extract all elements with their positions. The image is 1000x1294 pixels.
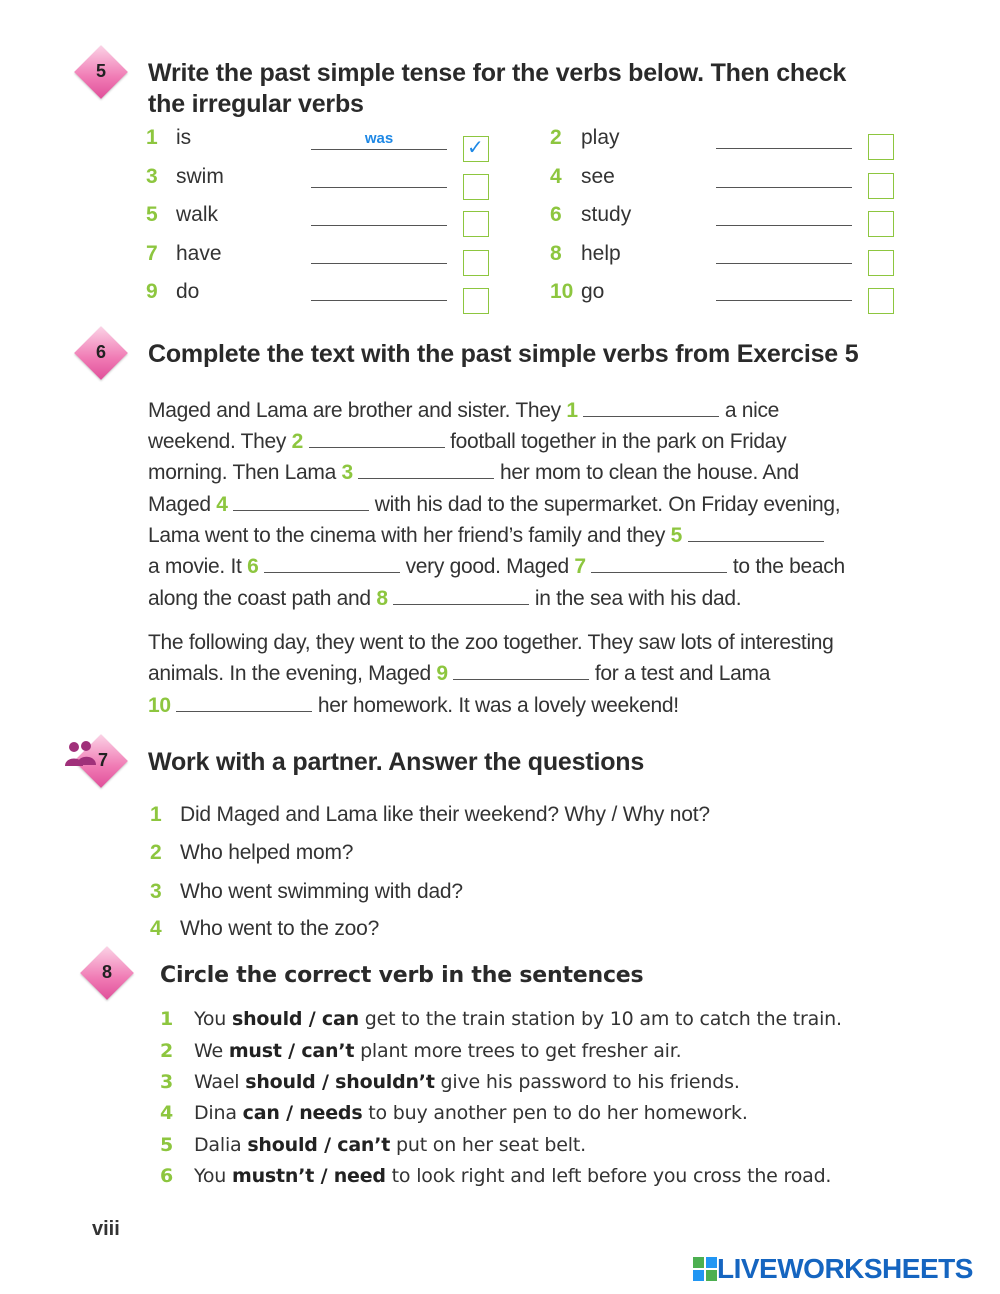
irregular-checkbox[interactable] — [463, 250, 489, 276]
gap-number: 8 — [376, 587, 388, 610]
text: her homework. It was a lovely weekend! — [312, 694, 679, 717]
verb-number: 1 — [146, 126, 158, 149]
text: Wael — [194, 1071, 246, 1093]
gap-input-6[interactable] — [264, 552, 400, 573]
verb-word: play — [581, 126, 620, 149]
separator: / — [315, 1071, 336, 1093]
option-2[interactable]: shouldn’t — [335, 1071, 435, 1093]
option-2[interactable]: can — [321, 1008, 359, 1030]
exercise-8-number: 8 — [101, 962, 112, 982]
question-text: Who helped mom? — [180, 841, 354, 864]
text: for a test and Lama — [589, 662, 771, 685]
past-tense-answer-field[interactable] — [311, 263, 447, 264]
verb-number: 3 — [146, 165, 158, 188]
verb-word: walk — [176, 203, 219, 226]
question-3 — [150, 880, 463, 904]
option-1[interactable]: can — [242, 1102, 280, 1124]
separator: / — [317, 1134, 338, 1156]
past-tense-answer-field[interactable] — [716, 148, 852, 149]
exercise-7-number: 7 — [97, 750, 108, 770]
text: to look right and left before you cross the road. — [385, 1165, 832, 1187]
sentence-3 — [160, 1071, 740, 1093]
text: You — [194, 1008, 232, 1030]
gap-input-8[interactable] — [393, 584, 529, 605]
verb-word: study — [581, 203, 632, 226]
gap-input-4[interactable] — [233, 490, 369, 511]
past-tense-answer-field[interactable] — [311, 300, 447, 301]
logo-icon — [693, 1257, 717, 1281]
separator: / — [279, 1102, 300, 1124]
liveworksheets-logo[interactable] — [693, 1253, 973, 1283]
question-2 — [150, 841, 353, 865]
verb-number: 8 — [550, 242, 562, 265]
ex6-line-2 — [148, 426, 786, 457]
irregular-checkbox[interactable] — [868, 173, 894, 199]
verb-word: see — [581, 165, 615, 188]
gap-number: 4 — [216, 493, 228, 516]
text: with his dad to the supermarket. On Friday evening, — [369, 493, 841, 516]
separator: / — [281, 1040, 302, 1062]
sentence-1 — [160, 1008, 842, 1030]
option-1[interactable]: must — [228, 1040, 282, 1062]
question-text: Who went to the zoo? — [180, 917, 380, 940]
option-2[interactable]: needs — [299, 1102, 363, 1124]
past-tense-answer-field[interactable] — [716, 300, 852, 301]
text: her mom to clean the house. And — [494, 461, 799, 484]
question-1 — [150, 803, 710, 827]
past-tense-answer-field[interactable] — [311, 187, 447, 188]
gap-number: 7 — [574, 555, 586, 578]
ex6-line-6 — [148, 551, 845, 582]
ex6-para2-line-3 — [148, 690, 679, 721]
ex6-line-3 — [148, 457, 799, 488]
past-tense-answer-field[interactable] — [311, 225, 447, 226]
gap-number: 1 — [566, 399, 578, 422]
text: to the beach — [727, 555, 845, 578]
verb-word: is — [176, 126, 192, 149]
sentence-5 — [160, 1134, 586, 1156]
gap-input-10[interactable] — [176, 691, 312, 712]
exercise-5-title-line2: the irregular verbs — [148, 90, 364, 118]
irregular-checkbox[interactable] — [868, 250, 894, 276]
question-number: 4 — [150, 917, 162, 940]
text: football together in the park on Friday — [444, 430, 787, 453]
option-1[interactable]: mustn’t — [232, 1165, 315, 1187]
ex6-line-7 — [148, 583, 741, 614]
gap-number: 3 — [341, 461, 353, 484]
sentence-number: 2 — [160, 1040, 174, 1062]
text: give his password to his friends. — [434, 1071, 740, 1093]
sentence-number: 4 — [160, 1102, 174, 1124]
ex6-line-5 — [148, 520, 824, 551]
irregular-checkbox[interactable] — [868, 288, 894, 314]
text: animals. In the evening, Maged — [148, 662, 437, 685]
verb-number: 6 — [550, 203, 562, 226]
text: You — [194, 1165, 232, 1187]
irregular-checkbox[interactable] — [463, 288, 489, 314]
verb-number: 9 — [146, 280, 158, 303]
past-tense-answer-field[interactable]: was — [364, 130, 394, 147]
verb-word: help — [581, 242, 621, 265]
gap-number: 9 — [436, 662, 448, 685]
verb-word: go — [581, 280, 605, 303]
text: a nice — [719, 399, 780, 422]
checkmark-icon: ✓ — [467, 137, 484, 159]
ex6-line-4 — [148, 489, 840, 520]
text: put on her seat belt. — [390, 1134, 586, 1156]
option-2[interactable]: need — [333, 1165, 386, 1187]
text: morning. Then Lama — [148, 461, 342, 484]
verb-word: do — [176, 280, 200, 303]
option-1[interactable]: should — [245, 1071, 316, 1093]
past-tense-answer-field[interactable] — [716, 187, 852, 188]
gap-number: 6 — [247, 555, 259, 578]
text: Dina — [194, 1102, 243, 1124]
verb-word: have — [176, 242, 222, 265]
sentence-number: 1 — [160, 1008, 174, 1030]
gap-input-1[interactable] — [583, 396, 719, 417]
past-tense-answer-field[interactable] — [716, 225, 852, 226]
sentence-2 — [160, 1040, 681, 1062]
text: We — [194, 1040, 229, 1062]
irregular-checkbox[interactable] — [463, 211, 489, 237]
irregular-checkbox[interactable] — [463, 136, 489, 162]
ex6-para2-line-2 — [148, 658, 770, 689]
question-4 — [150, 917, 379, 941]
exercise-5-title-line1: Write the past simple tense for the verbs below. Then check — [148, 59, 847, 87]
ex6-para2-line-1: The following day, they went to the zoo together. They saw lots of interesting — [148, 631, 834, 654]
exercise-6-number: 6 — [95, 342, 106, 362]
gap-number: 10 — [148, 694, 171, 717]
question-text: Did Maged and Lama like their weekend? Why / Why not? — [180, 803, 710, 826]
text: in the sea with his dad. — [529, 587, 742, 610]
question-number: 1 — [150, 803, 162, 826]
past-tense-answer-field[interactable] — [716, 263, 852, 264]
text: very good. Maged — [400, 555, 575, 578]
separator: / — [314, 1165, 334, 1187]
irregular-checkbox[interactable] — [868, 134, 894, 160]
gap-input-7[interactable] — [591, 552, 727, 573]
sentence-4 — [160, 1102, 748, 1124]
separator: / — [302, 1008, 322, 1030]
text: get to the train station by 10 am to catch the train. — [358, 1008, 842, 1030]
verb-number: 2 — [550, 126, 562, 149]
text: Maged and Lama are brother and sister. They — [148, 399, 567, 422]
sentence-number: 5 — [160, 1134, 174, 1156]
text: to buy another pen to do her homework. — [362, 1102, 748, 1124]
verb-word: swim — [176, 165, 224, 188]
verb-number: 5 — [146, 203, 158, 226]
text: along the coast path and — [148, 587, 377, 610]
text: weekend. They — [148, 430, 292, 453]
verb-number: 10 — [550, 280, 574, 303]
text: Lama went to the cinema with her friend’s family and they — [148, 524, 671, 547]
text: Dalia — [194, 1134, 248, 1156]
text: plant more trees to get fresher air. — [354, 1040, 682, 1062]
option-2[interactable]: can’t — [301, 1040, 355, 1062]
verb-number: 4 — [550, 165, 562, 188]
verb-number: 7 — [146, 242, 158, 265]
sentence-6 — [160, 1165, 831, 1187]
question-number: 3 — [150, 880, 162, 903]
text: Maged — [148, 493, 217, 516]
gap-input-5[interactable] — [688, 521, 824, 542]
option-1[interactable]: should — [232, 1008, 303, 1030]
option-2[interactable]: can’t — [337, 1134, 391, 1156]
option-1[interactable]: should — [247, 1134, 318, 1156]
logo-text: LIVEWORKSHEETS — [717, 1253, 973, 1284]
gap-input-9[interactable] — [453, 659, 589, 680]
sentence-number: 3 — [160, 1071, 174, 1093]
text: a movie. It — [148, 555, 248, 578]
ex6-line-1 — [148, 395, 779, 426]
answer-underline — [311, 149, 447, 150]
exercise-6-title: Complete the text with the past simple verbs from Exercise 5 — [148, 340, 859, 368]
gap-number: 5 — [670, 524, 683, 547]
exercise-7-title: Work with a partner. Answer the questions — [148, 748, 645, 776]
gap-input-2[interactable] — [309, 427, 445, 448]
irregular-checkbox[interactable] — [463, 174, 489, 200]
gap-number: 2 — [291, 430, 304, 453]
question-number: 2 — [150, 841, 162, 864]
exercise-8-title: Circle the correct verb in the sentences — [160, 963, 644, 988]
exercise-5-number: 5 — [95, 61, 106, 81]
page-number: viii — [92, 1218, 120, 1240]
irregular-checkbox[interactable] — [868, 211, 894, 237]
sentence-number: 6 — [160, 1165, 174, 1187]
question-text: Who went swimming with dad? — [180, 880, 463, 903]
gap-input-3[interactable] — [358, 458, 494, 479]
